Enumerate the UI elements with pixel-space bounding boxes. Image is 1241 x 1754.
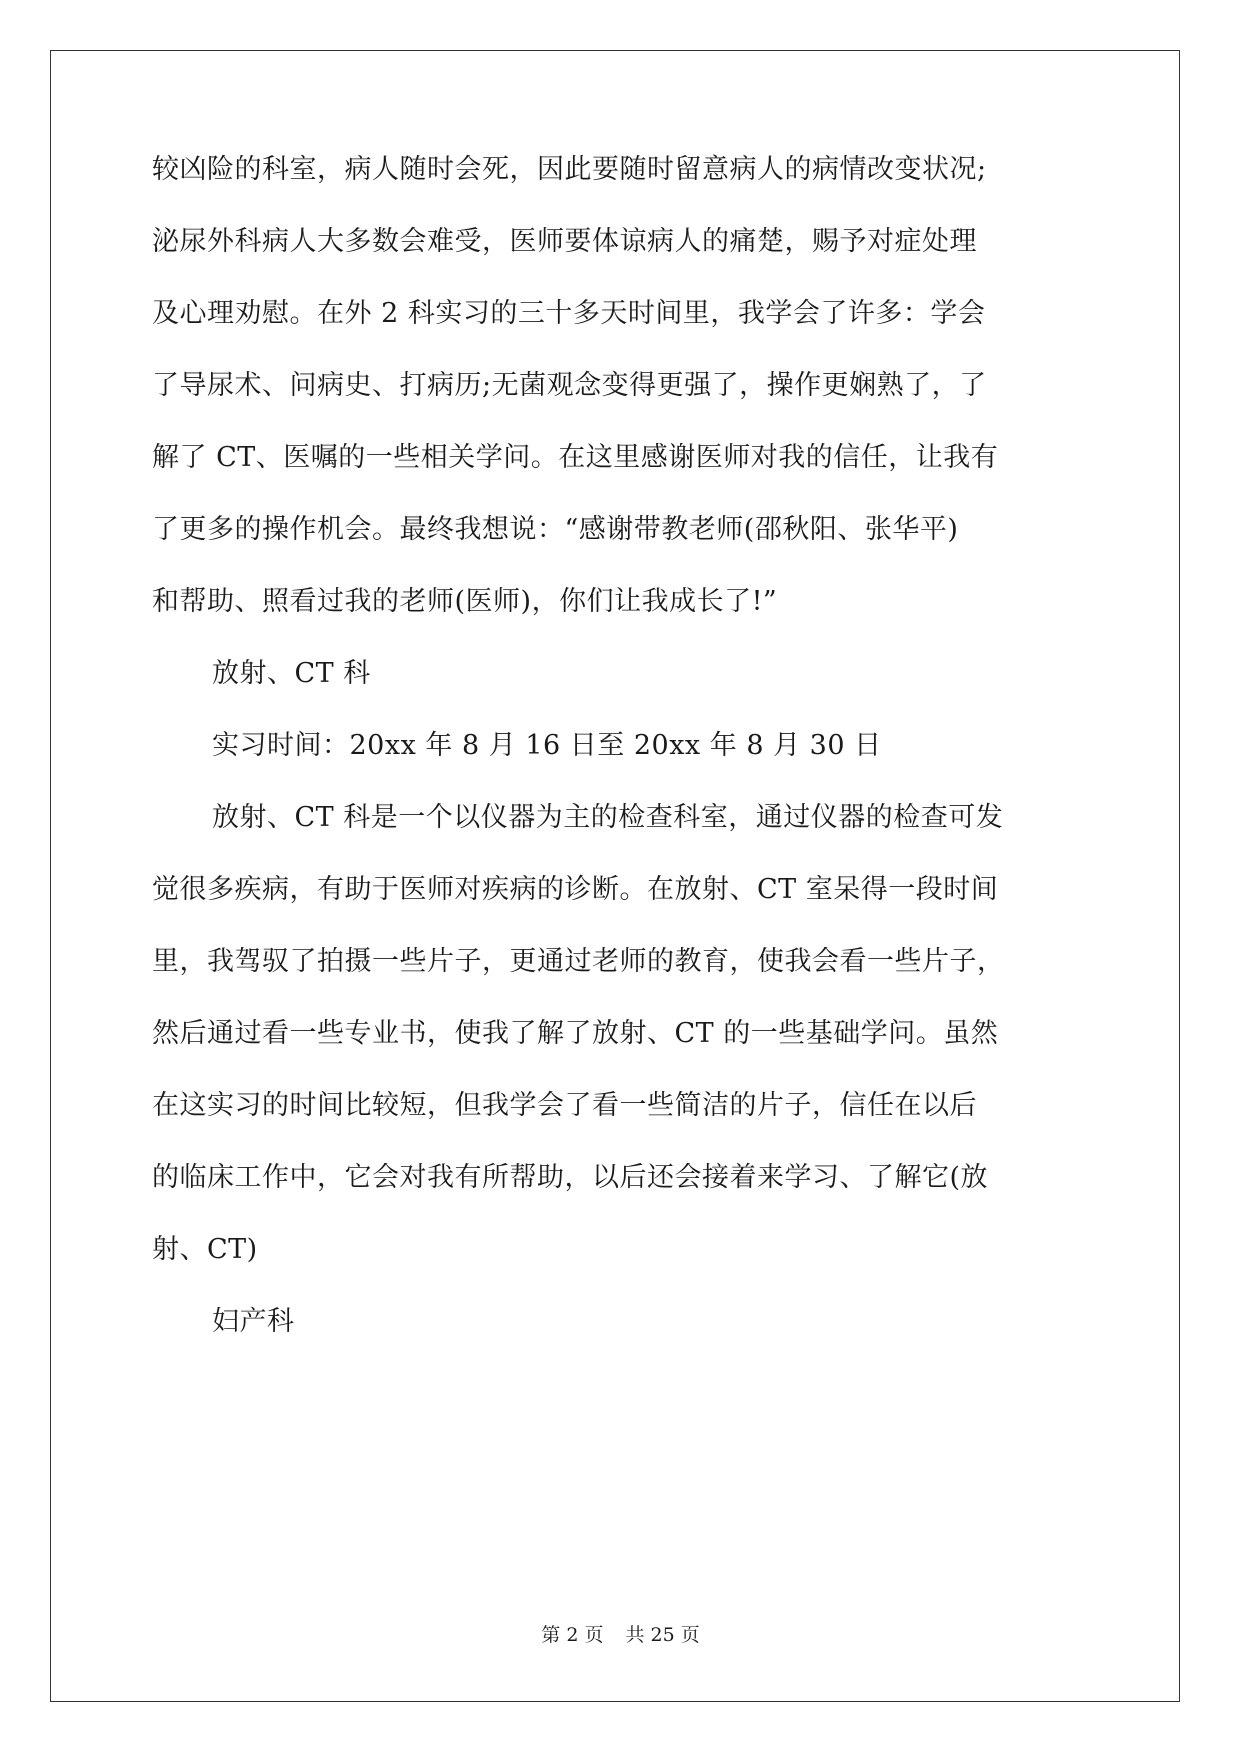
page-footer	[0, 1622, 1241, 1648]
total-pages: 共 25 页	[625, 1624, 700, 1646]
section-heading: 放射、CT 科	[212, 658, 371, 689]
internship-period: 实习时间：20xx 年 8 月 16 日至 20xx 年 8 月 30 日	[212, 730, 882, 761]
paragraph-line: 及心理劝慰。在外 2 科实习的三十多天时间里，我学会了许多：学会	[152, 298, 986, 329]
section-heading: 妇产科	[212, 1306, 295, 1337]
paragraph-line: 的临床工作中，它会对我有所帮助，以后还会接着来学习、了解它(放	[152, 1162, 989, 1193]
paragraph-line: 然后通过看一些专业书，使我了解了放射、CT 的一些基础学问。虽然	[152, 1018, 999, 1049]
paragraph-line: 射、CT)	[152, 1234, 258, 1265]
paragraph-line: 放射、CT 科是一个以仪器为主的检查科室，通过仪器的检查可发	[212, 802, 1004, 833]
paragraph-line: 和帮助、照看过我的老师(医师)，你们让我成长了!”	[152, 586, 778, 617]
paragraph-line: 较凶险的科室，病人随时会死，因此要随时留意病人的病情改变状况;	[152, 154, 987, 185]
paragraph-line: 在这实习的时间比较短，但我学会了看一些简洁的片子，信任在以后	[152, 1090, 977, 1121]
paragraph-line: 泌尿外科病人大多数会难受，医师要体谅病人的痛楚，赐予对症处理	[152, 226, 977, 257]
paragraph-line: 了更多的操作机会。最终我想说：“感谢带教老师(邵秋阳、张华平)	[152, 514, 959, 545]
paragraph-line: 解了 CT、医嘱的一些相关学问。在这里感谢医师对我的信任，让我有	[152, 442, 999, 473]
paragraph-line: 里，我驾驭了拍摄一些片子，更通过老师的教育，使我会看一些片子，	[152, 946, 1005, 977]
paragraph-line: 了导尿术、问病史、打病历;无菌观念变得更强了，操作更娴熟了，了	[152, 370, 987, 401]
page-number: 第 2 页	[541, 1624, 604, 1646]
paragraph-line: 觉很多疾病，有助于医师对疾病的诊断。在放射、CT 室呆得一段时间	[152, 874, 999, 905]
